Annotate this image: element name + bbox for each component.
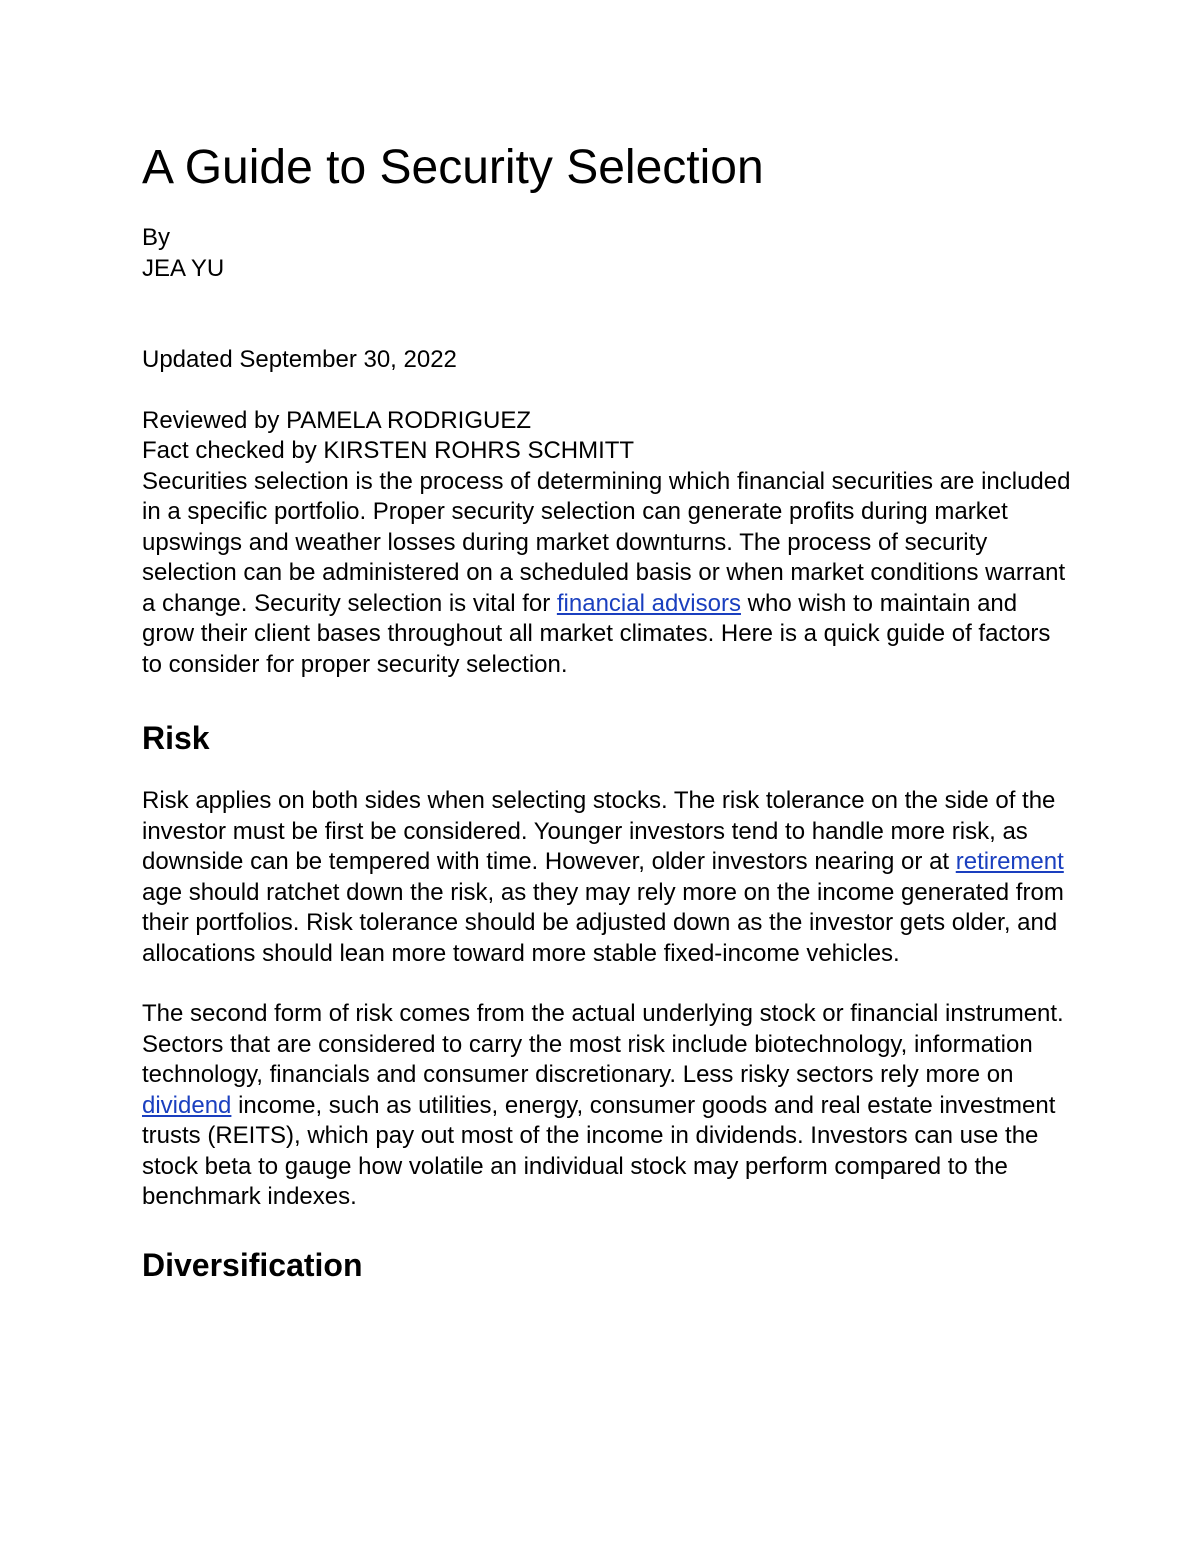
page-title: A Guide to Security Selection — [142, 141, 764, 194]
risk-p1-text-before-link: Risk applies on both sides when selecting stocks. The risk tolerance on the side of the investor must be first be considered. Younger investors tend to handle more risk, as downside can be tempered with time. However, older investors nearing or at — [142, 787, 1056, 875]
retirement-link[interactable]: retirement — [955, 848, 1064, 875]
intro-text-after-link: who wish to maintain and grow their client bases throughout all market climates. Here is a quick guide of factors to consider for proper security selection. — [142, 589, 1051, 678]
risk-paragraph-1 — [142, 786, 1072, 969]
article-content — [142, 138, 1072, 1285]
financial-advisors-link[interactable]: financial advisors — [556, 589, 741, 617]
byline-label: By — [142, 224, 171, 251]
updated-date: Updated September 30, 2022 — [142, 346, 457, 373]
risk-p2-text-after-link: income, such as utilities, energy, consumer goods and real estate investment trusts (REITS), which pay out most of the income in dividends. Investors can use the stock beta to gauge how volatile an individual stock may perform compared to the benchmark indexes. — [142, 1091, 1056, 1210]
risk-p2-text-before-link: The second form of risk comes from the actual underlying stock or financial instrument. Sectors that are considered to carry the most risk include biotechnology, information technology, financials and consumer discretionary. Less risky sectors rely more on — [142, 1000, 1064, 1088]
risk-paragraph-2 — [142, 999, 1072, 1213]
fact-checked-by: Fact checked by KIRSTEN ROHRS SCHMITT — [142, 437, 635, 464]
dividend-link[interactable]: dividend — [142, 1091, 232, 1119]
reviewed-by: Reviewed by PAMELA RODRIGUEZ — [142, 406, 532, 434]
byline — [142, 223, 1072, 284]
intro-text-before-link: Securities selection is the process of determining which financial securities are included in a specific portfolio. Proper security selection can generate profits during market upswings and weather losses during market downturns. The process of security selection can be administered on a scheduled basis or when market conditions warrant a change. Security selection is vital for — [142, 467, 1071, 617]
risk-p1-text-after-link: age should ratchet down the risk, as they may rely more on the income generated from their portfolios. Risk tolerance should be adjusted down as the investor gets older, and allocations should lean more toward more stable fixed-income vehicles. — [142, 878, 1064, 967]
intro-paragraph — [142, 467, 1072, 681]
section-heading-risk: Risk — [142, 720, 210, 756]
review-info — [142, 406, 1072, 467]
author-name: JEA YU — [142, 254, 225, 282]
section-heading-diversification: Diversification — [142, 1246, 363, 1283]
